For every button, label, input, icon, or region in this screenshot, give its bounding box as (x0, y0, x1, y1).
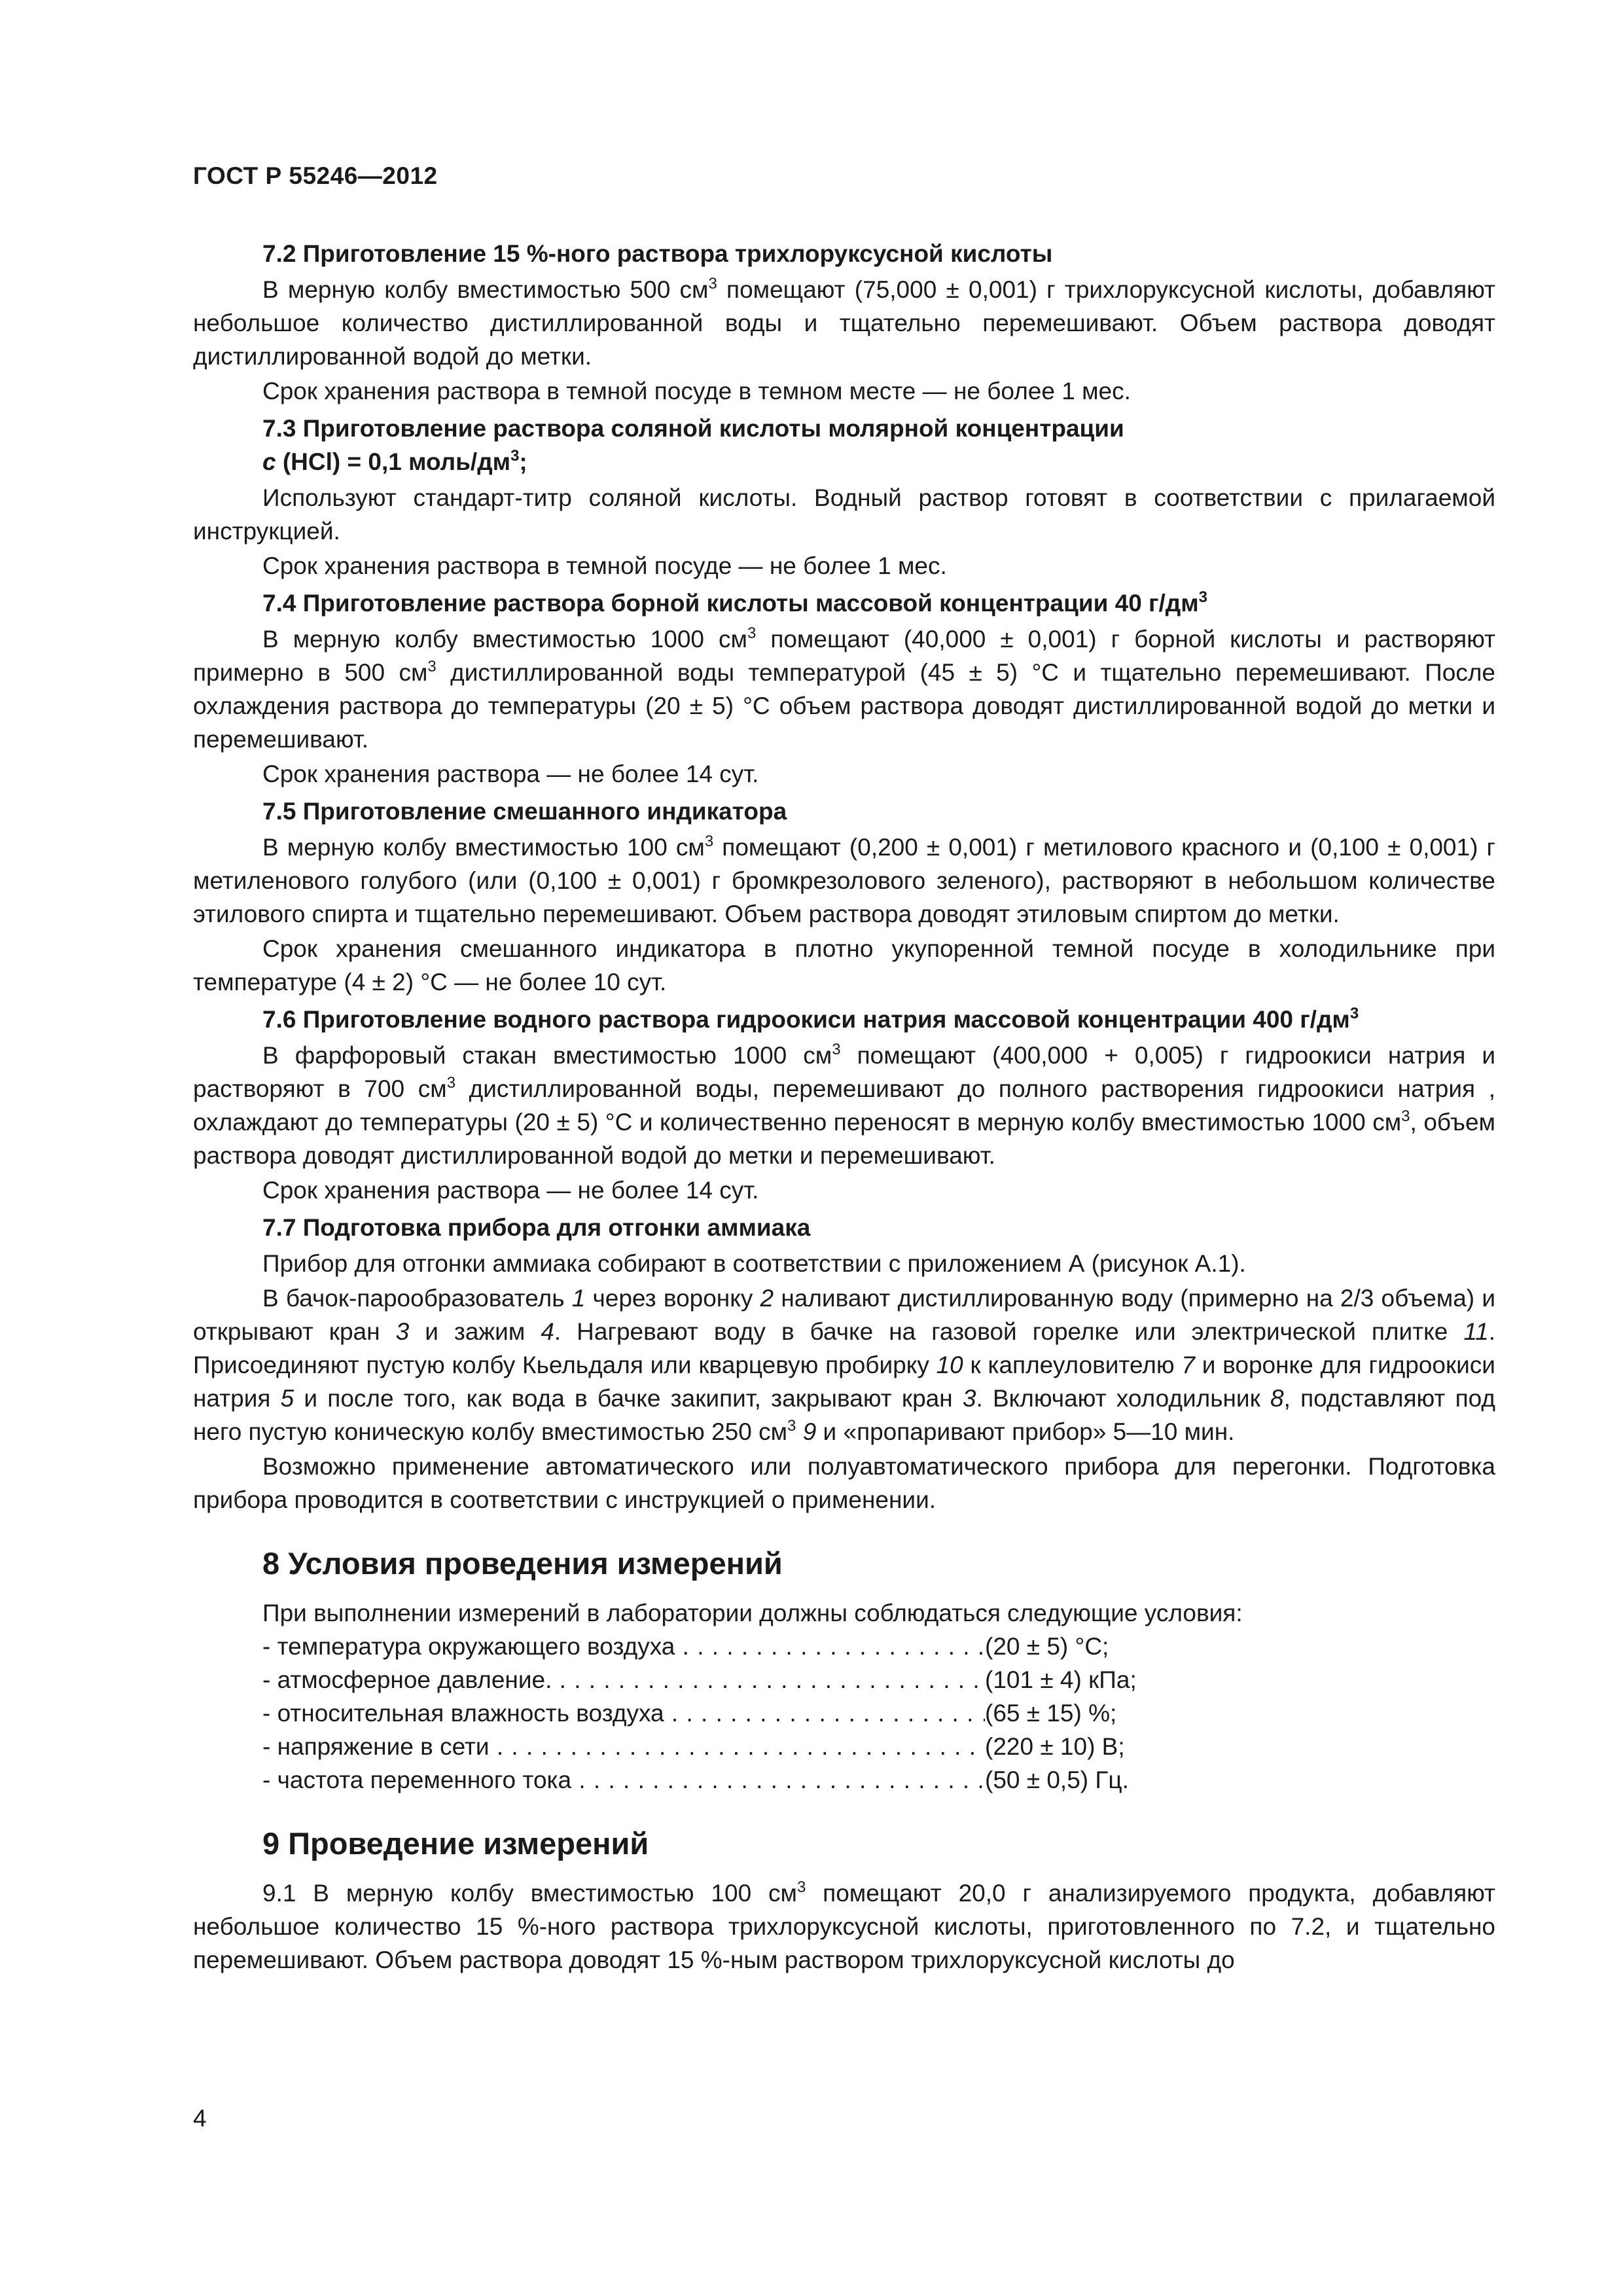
condition-value: (220 ± 10) В; (985, 1733, 1125, 1760)
section-8-title: 8 Условия проведения измерений (262, 1546, 783, 1581)
section-7-6-paragraph-1: В фарфоровый стакан вместимостью 1000 $см^3$ помещают (400,000 + 0,005) г гидроокиси натрия и растворяют в 700 $см^3$ дистиллированной воды, перемешивают до полного растворения гидроокиси натрия , охлаждают до температуры (20 ± 5) °С и количественно переносят в мерную колбу вместимостью 1000 $см^3$, объем раствора доводят дистиллированной водой до метки и перемешивают. (193, 1041, 1495, 1169)
section-7-7-paragraph-1: Прибор для отгонки аммиака собирают в соответствии с приложением А (рисунок А.1). (262, 1250, 1246, 1277)
section-7-6-paragraph-2: Срок хранения раствора — не более 14 сут. (262, 1177, 759, 1204)
condition-label: - атмосферное давление. . . . (262, 1663, 985, 1696)
condition-label: - частота переменного тока . . . (262, 1763, 985, 1797)
condition-row (262, 1630, 1495, 1663)
page-number: 4 (193, 2105, 207, 2132)
section-7-3-paragraph-1: Используют стандарт-титр соляной кислоты. Водный раствор готовят в соответствии с прилагаемой инструкцией. (193, 484, 1495, 545)
section-7-2-paragraph-1: В мерную колбу вместимостью 500 $см^3$ помещают (75,000 ± 0,001) г трихлоруксусной кислоты, добавляют небольшое количество дистиллированной воды и тщательно перемешивают. Объем раствора доводят дистиллированной водой до метки. (193, 275, 1496, 370)
condition-label: - относительная влажность воздуха . . . (262, 1696, 985, 1730)
section-9-1-paragraph: 9.1 В мерную колбу вместимостью 100 $см^3$ помещают 20,0 г анализируемого продукта, добавляют небольшое количество 15 %-ного раствора трихлоруксусной кислоты, приготовленного по 7.2, и тщательно перемешивают. Объем раствора доводят 15 %-ным раствором трихлоруксусной кислоты до (193, 1878, 1495, 1973)
condition-row (262, 1696, 1495, 1730)
section-7-5-paragraph-2: Срок хранения смешанного индикатора в плотно укупоренной темной посуде в холодильнике при температуре (4 ± 2) °С — не более 10 сут. (193, 935, 1495, 996)
section-9-title: 9 Проведение измерений (262, 1826, 649, 1861)
section-7-4-title: 7.4 Приготовление раствора борной кислоты массовой концентрации 40 $г/дм^3$ (262, 588, 1207, 617)
section-7-7-paragraph-3: Возможно применение автоматического или полуавтоматического прибора для перегонки. Подготовка прибора проводится в соответствии с инструкцией о применении. (193, 1453, 1495, 1513)
condition-value: (101 ± 4) кПа; (985, 1666, 1137, 1693)
section-7-2-paragraph-2: Срок хранения раствора в темной посуде в темном месте — не более 1 мес. (262, 378, 1131, 404)
section-7-2-title: 7.2 Приготовление 15 %-ного раствора трихлоруксусной кислоты (262, 240, 1053, 267)
section-7-3-paragraph-2: Срок хранения раствора в темной посуде — не более 1 мес. (262, 552, 947, 579)
section-7-5-title: 7.5 Приготовление смешанного индикатора (262, 798, 787, 825)
page-content (193, 233, 1495, 1978)
section-7-5-paragraph-1: В мерную колбу вместимостью 100 $см^3$ помещают (0,200 ± 0,001) г метилового красного и (0,100 ± 0,001) г метиленового голубого (или (0,100 ± 0,001) г бромкрезолового зеленого), растворяют в небольшом количестве этилового спирта и тщательно перемешивают. Объем раствора доводят этиловым спиртом до метки. (193, 833, 1496, 927)
condition-row (262, 1763, 1495, 1797)
conditions-intro: При выполнении измерений в лаборатории должны соблюдаться следующие условия: (262, 1600, 1243, 1626)
condition-value: (50 ± 0,5) Гц. (985, 1767, 1129, 1793)
conditions-list (193, 1596, 1495, 1797)
section-7-3-title: 7.3 Приготовление раствора соляной кислоты молярной концентрации c (HCl) = 0,1 моль/$дм^3$; (262, 415, 1124, 475)
condition-value: (65 ± 15) %; (985, 1700, 1117, 1727)
section-7-4-paragraph-1: В мерную колбу вместимостью 1000 $см^3$ помещают (40,000 ± 0,001) г борной кислоты и растворяют примерно в 500 $см^3$ дистиллированной воды температурой (45 ± 5) °С и тщательно перемешивают. После охлаждения раствора до температуры (20 ± 5) °С объем раствора доводят дистиллированной водой до метки и перемешивают. (193, 624, 1495, 753)
condition-value: (20 ± 5) °С; (985, 1633, 1109, 1660)
condition-label: - температура окружающего воздуха . . . (262, 1630, 985, 1663)
section-7-7-title: 7.7 Подготовка прибора для отгонки аммиака (262, 1214, 811, 1241)
condition-row (262, 1730, 1495, 1763)
condition-label: - напряжение в сети . . . (262, 1730, 985, 1763)
section-7-7-paragraph-2: В бачок-парообразователь 1 через воронку 2 наливают дистиллированную воду (примерно на 2/3 объема) и открывают кран 3 и зажим 4. Нагревают воду в бачке на газовой горелке или электрической плитке 11. Присоединяют пустую колбу Кьельдаля или кварцевую пробирку 10 к каплеуловителю 7 и воронке для гидроокиси натрия 5 и после того, как вода в бачке закипит, закрывают кран 3. Включают холодильник 8, подставляют под него пустую коническую колбу вместимостью 250 $см^3$ 9 и «пропаривают прибор» 5—10 мин. (193, 1285, 1496, 1445)
document-header: ГОСТ Р 55246—2012 (193, 162, 438, 189)
condition-row (262, 1663, 1495, 1696)
section-7-4-paragraph-2: Срок хранения раствора — не более 14 сут. (262, 761, 759, 787)
section-7-6-title: 7.6 Приготовление водного раствора гидроокиси натрия массовой концентрации 400 $г/дм^3$ (262, 1005, 1359, 1033)
